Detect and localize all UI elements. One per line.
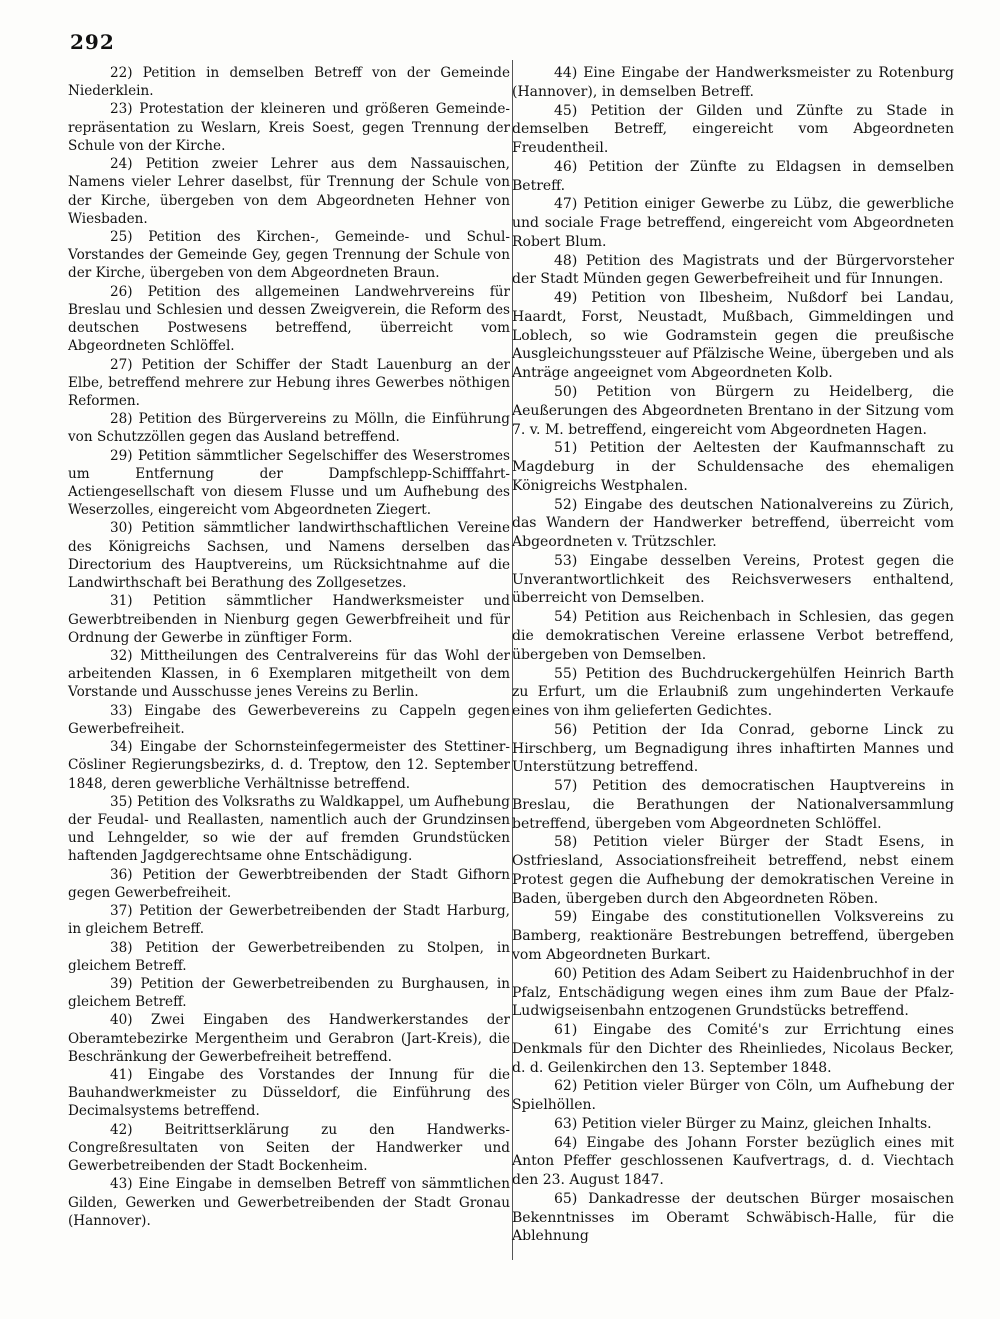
petition-entry: 33) Eingabe des Gewerbevereins zu Cappeln gegen Gewerbefreiheit. [68, 702, 510, 737]
petition-entry: 48) Petition des Magistrats und der Bürgervorsteher der Stadt Münden gegen Gewerbefreiheit und für Innungen. [512, 252, 954, 288]
petition-entry: 32) Mittheilungen des Centralvereins für das Wohl der arbeitenden Klassen, in 6 Exemplaren mitgetheilt von dem Vorstande und Ausschusse jenes Vereins zu Berlin. [68, 648, 510, 701]
petition-entry: 56) Petition der Ida Conrad, geborne Linck zu Hirschberg, um Begnadigung ihres inhaftirten Mannes und Unterstützung betreffend. [512, 721, 954, 776]
petition-entry: 39) Petition der Gewerbetreibenden zu Burghausen, in gleichem Betreff. [68, 975, 510, 1011]
petition-entry: 58) Petition vieler Bürger der Stadt Esens, in Ostfriesland, Associationsfreiheit betreffend, nebst einem Protest gegen die Aufhebung der demokratischen Vereine in Baden, übergeben durch den Abgeordneten Röben. [512, 834, 954, 907]
petition-entry: 27) Petition der Schiffer der Stadt Lauenburg an der Elbe, betreffend mehrere zur Hebung ihres Gewerbes nöthigen Reformen. [68, 356, 510, 409]
petition-entry: 55) Petition des Buchdruckergehülfen Heinrich Barth zu Erfurt, um die Erlaubniß zum ungehinderten Verkaufe eines von ihm gelieferten Gedichtes. [512, 665, 954, 720]
petition-entry: 51) Petition der Aeltesten der Kaufmannschaft zu Magdeburg in der Schuldensache des ehemaligen Königreichs Westphalen. [512, 440, 954, 494]
petition-entry: 53) Eingabe desselben Vereins, Protest gegen die Unverantwortlichkeit des Reichsverwesers enthaltend, überreicht von Demselben. [512, 552, 954, 607]
petition-entry: 31) Petition sämmtlicher Handwerksmeister und Gewerbtreibenden in Nienburg gegen Gewerbfreiheit und für Ordnung der Gewerbe in zünftiger Form. [68, 593, 510, 646]
petition-entry: 52) Eingabe des deutschen Nationalvereins zu Zürich, das Wandern der Handwerker betreffend, überreicht vom Abgeordneten v. Trützschler. [512, 496, 954, 551]
petition-entry: 34) Eingabe der Schornsteinfegermeister des Stettiner-Cösliner Regierungsbezirks, d. d. Treptow, den 12. September 1848, deren gewerbliche Verhältnisse betreffend. [68, 739, 510, 792]
petition-entry: 59) Eingabe des constitutionellen Volksvereins zu Bamberg, reaktionäre Bestrebungen betreffend, übergeben vom Abgeordneten Burkart. [512, 909, 954, 963]
petition-entry: 30) Petition sämmtlicher landwirthschaftlichen Vereine des Königreichs Sachsen, und Namens derselben das Directorium des Hauptvereins, um Rücksichtnahme auf die Landwirthschaft bei Berathung des Zollgesetzes. [68, 520, 510, 592]
petition-entry: 46) Petition der Zünfte zu Eldagsen in demselben Betreff. [512, 158, 954, 194]
petition-entry: 64) Eingabe des Johann Forster bezüglich eines mit Anton Pfeffer geschlossenen Kaufvertrags, d. d. Viechtach den 23. August 1847. [512, 1134, 954, 1189]
petition-entry: 35) Petition des Volksraths zu Waldkappel, um Aufhebung der Feudal- und Reallasten, namentlich auch der Grundzinsen und Lehngelder, so wie der auf fremden Grundstücken haftenden Jagdgerechtsame ohne Entschädigung. [68, 793, 510, 865]
petition-entry: 28) Petition des Bürgervereins zu Mölln, die Einführung von Schutzzöllen gegen das Ausland betreffend. [68, 411, 510, 446]
left-column [68, 64, 510, 1230]
petition-entry: 40) Zwei Eingaben des Handwerkerstandes der Oberamtebezirke Mergentheim und Gerabron (Jart-Kreis), die Beschränkung der Gewerbefreiheit betreffend. [68, 1012, 510, 1065]
petition-entry: 63) Petition vieler Bürger zu Mainz, gleichen Inhalts. [554, 1115, 932, 1132]
petition-entry: 45) Petition der Gilden und Zünfte zu Stade in demselben Betreff, eingereicht vom Abgeordneten Freudentheil. [512, 102, 954, 157]
petition-entry: 49) Petition von Ilbesheim, Nußdorf bei Landau, Haardt, Forst, Neustadt, Mußbach, Gimmeldingen und Loblech, so wie Godramstein gegen die preußische Ausgleichungssteuer auf Pfälzische Weine, übergeben und als Anträge angeeignet vom Abgeordneten Kolb. [512, 290, 954, 382]
petition-entry: 62) Petition vieler Bürger von Cöln, um Aufhebung der Spielhöllen. [512, 1078, 954, 1114]
petition-entry: 29) Petition sämmtlicher Segelschiffer des Weserstromes um Entfernung der Dampfschlepp-Schifffahrt-Actiengesellschaft von diesem Flusse und um Aufhebung des Weserzolles, eingereicht vom Abgeordneten Ziegert. [68, 447, 510, 519]
petition-entry: 44) Eine Eingabe der Handwerksmeister zu Rotenburg (Hannover), in demselben Betreff. [512, 65, 954, 100]
petition-entry: 25) Petition des Kirchen-, Gemeinde- und Schul-Vorstandes der Gemeinde Gey, gegen Trennung der Schule von der Kirche, übergeben von dem Abgeordneten Braun. [68, 228, 510, 282]
petition-entry: 65) Dankadresse der deutschen Bürger mosaischen Bekenntnisses im Oberamt Schwäbisch-Halle, für die Ablehnung [512, 1190, 954, 1245]
petition-entry: 23) Protestation der kleineren und größeren Gemeinde-repräsentation zu Weslarn, Kreis Soest, gegen Trennung der Schule von der Kirche. [68, 101, 510, 154]
petition-entry: 60) Petition des Adam Seibert zu Haidenbruchhof in der Pfalz, Entschädigung wegen eines ihm zum Baue der Pfalz-Ludwigseisenbahn entzogenen Grundstücks betreffend. [512, 965, 954, 1020]
petition-entry: 37) Petition der Gewerbetreibenden der Stadt Harburg, in gleichem Betreff. [68, 903, 510, 938]
petition-entry: 47) Petition einiger Gewerbe zu Lübz, die gewerbliche und sociale Frage betreffend, eingereicht vom Abgeordneten Robert Blum. [512, 196, 954, 250]
petition-entry: 57) Petition des democratischen Hauptvereins in Breslau, die Berathungen der Nationalversammlung betreffend, übergeben vom Abgeordneten Schlöffel. [512, 778, 954, 832]
petition-entry: 41) Eingabe des Vorstandes der Innung für die Bauhandwerkmeister zu Düsseldorf, die Einführung des Decimalsystems betreffend. [68, 1067, 510, 1120]
petition-entry: 22) Petition in demselben Betreff von der Gemeinde Niederklein. [68, 65, 510, 100]
petition-entry: 42) Beitrittserklärung zu den Handwerks-Congreßresultaten von Seiten der Handwerker und Gewerbetreibenden der Stadt Bockenheim. [68, 1121, 510, 1175]
petition-entry: 61) Eingabe des Comité's zur Errichtung eines Denkmals für den Dichter des Rheinliedes, Nicolaus Becker, d. d. Geilenkirchen den 13. September 1848. [512, 1022, 954, 1076]
page-number: 292 [70, 30, 115, 54]
petition-entry: 43) Eine Eingabe in demselben Betreff von sämmtlichen Gilden, Gewerken und Gewerbetreibenden der Stadt Gronau (Hannover). [68, 1176, 510, 1229]
petition-entry: 26) Petition des allgemeinen Landwehrvereins für Breslau und Schlesien und dessen Zweigverein, die Reform des deutschen Postwesens betreffend, überreicht vom Abgeordneten Schlöffel. [68, 283, 510, 355]
petition-entry: 24) Petition zweier Lehrer aus dem Nassauischen, Namens vieler Lehrer daselbst, für Trennung der Schule von der Kirche, übergeben von dem Abgeordneten Hehner von Wiesbaden. [68, 156, 510, 227]
petition-entry: 54) Petition aus Reichenbach in Schlesien, das gegen die demokratischen Vereine erlassene Verbot betreffend, übergeben von Demselben. [512, 609, 954, 663]
petition-entry: 50) Petition von Bürgern zu Heidelberg, die Aeußerungen des Abgeordneten Brentano in der Sitzung vom 7. v. M. betreffend, eingereicht vom Abgeordneten Hagen. [512, 384, 954, 438]
right-column [512, 64, 954, 1246]
petition-entry: 38) Petition der Gewerbetreibenden zu Stolpen, in gleichem Betreff. [68, 939, 510, 974]
petition-entry: 36) Petition der Gewerbtreibenden der Stadt Gifhorn gegen Gewerbefreiheit. [68, 866, 510, 901]
